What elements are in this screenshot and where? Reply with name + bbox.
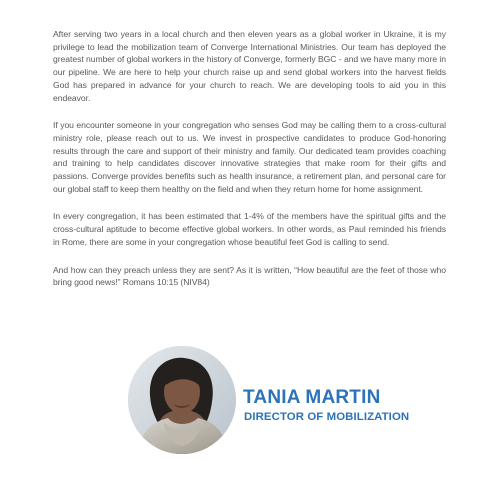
body-paragraph-3: In every congregation, it has been estimated that 1-4% of the members have the spiritual gifts and the cross-cultural aptitude to become effective global workers. In other words, as Paul reminded his friends in Rome, there are some in your congregation whose beautiful feet God is calling to send.	[53, 211, 446, 247]
portrait-photo	[128, 346, 236, 454]
signatory-name: TANIA MARTIN	[243, 387, 381, 408]
signatory-title: DIRECTOR OF MOBILIZATION	[244, 411, 410, 423]
body-paragraph-4: And how can they preach unless they are sent? As it is written, “How beautiful are the feet of those who bring good news!” Romans 10:15 (NIV84)	[53, 264, 446, 288]
portrait-illustration	[128, 346, 236, 454]
signature-profile	[0, 339, 480, 480]
body-paragraph-2: If you encounter someone in your congregation who senses God may be calling them to a cross-cultural ministry role, please reach out to us. We invest in prospective candidates to produce God-honoring results through the care and support of their ministry and family. Our dedicated team provides coaching and training to help candidates discover innovative strategies that make room for their gifts and passions. Converge provides benefits such as health insurance, a retirement plan, and personal care for our global staff to keep them healthy on the field and when they return home for home assignment.	[53, 120, 446, 194]
body-paragraph-1: After serving two years in a local church and then eleven years as a global worker in Ukraine, it is my privilege to lead the mobilization team of Converge International Ministries. Our team has deployed the greatest number of global workers in the history of Converge, formerly BGC - and we have many more in our pipeline. We are here to help your church raise up and send global workers into the harvest fields God has prepared in advance for your church to reach. We are developing tools to aid you in this endeavor.	[53, 29, 446, 103]
